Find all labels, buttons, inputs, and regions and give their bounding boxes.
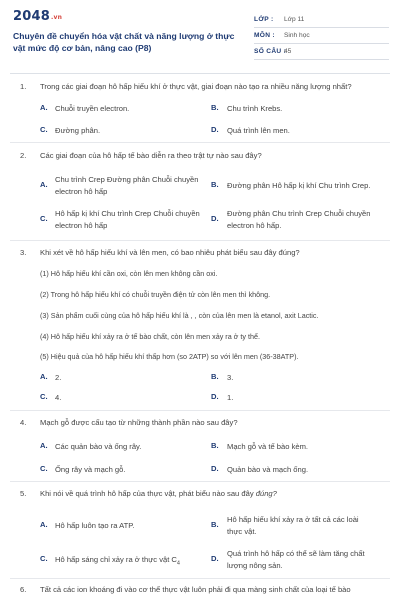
option-letter-a[interactable]: A. [40, 520, 48, 529]
question-separator [10, 578, 390, 579]
question-text [40, 489, 390, 499]
option-letter-b[interactable]: B. [211, 372, 219, 381]
option-text-a-line2[interactable]: electron hô hấp [55, 187, 108, 196]
option-text-c[interactable]: Đường phân. [55, 126, 101, 135]
option-text-c-line1[interactable]: Hô hấp kị khí Chu trình Crep Chuỗi chuyền [55, 209, 200, 218]
option-text-a-line1[interactable]: Chu trình Crep Đường phân Chuỗi chuyền [55, 175, 199, 184]
option-text-a[interactable]: Chuỗi truyền electron. [55, 104, 130, 113]
option-text-c[interactable]: 4. [55, 393, 62, 402]
question-number: 4. [20, 418, 27, 427]
option-letter-b[interactable]: B. [211, 520, 219, 529]
option-letter-b[interactable]: B. [211, 180, 219, 189]
question-text-part: Khi nói về quá trình hô hấp của thực vật, phát biểu nào sau đây [40, 489, 256, 498]
option-letter-d[interactable]: D. [211, 392, 219, 401]
meta-label-lop: LỚP : [254, 16, 274, 23]
option-text-d[interactable]: Quản bào và mạch ống. [227, 465, 309, 474]
site-logo[interactable] [13, 9, 62, 24]
option-text-d-line2[interactable]: lượng nông sản. [227, 561, 283, 570]
meta-value-lop: Lớp 11 [284, 16, 305, 23]
option-letter-b[interactable]: B. [211, 103, 219, 112]
option-letter-c[interactable]: C. [40, 554, 48, 563]
option-text-d[interactable]: Quá trình lên men. [227, 126, 290, 135]
option-text-a[interactable]: Hô hấp luôn tạo ra ATP. [55, 521, 135, 530]
option-text-d-line1[interactable]: Đường phân Chu trình Crep Chuỗi chuyền [227, 209, 371, 218]
question-number: 2. [20, 151, 27, 160]
option-text-c-line2[interactable]: electron hô hấp [55, 221, 108, 230]
option-letter-b[interactable]: B. [211, 441, 219, 450]
meta-row-mon [254, 28, 389, 44]
statement-5: (5) Hiệu quả của hô hấp hiếu khí thấp hơn (so 2ATP) so với lên men (36-38ATP). [40, 352, 299, 361]
statement-3: (3) Sản phẩm cuối cùng của hô hấp hiếu khí là , , còn của lên men là etanol, axit Lactic. [40, 311, 319, 320]
option-letter-c[interactable]: C. [40, 214, 48, 223]
option-text-d-line2[interactable]: electron hô hấp. [227, 221, 282, 230]
question-separator [10, 142, 390, 143]
option-text-b-line2[interactable]: thực vật. [227, 527, 257, 536]
option-text-a[interactable]: Các quản bào và ống rây. [55, 442, 142, 451]
option-letter-a[interactable]: A. [40, 180, 48, 189]
option-letter-c[interactable]: C. [40, 125, 48, 134]
question-text: Mạch gỗ được cấu tạo từ những thành phần nào sau đây? [40, 418, 238, 427]
header-divider [10, 73, 390, 74]
option-text-c[interactable] [55, 554, 180, 570]
option-letter-a[interactable]: A. [40, 372, 48, 381]
meta-label-mon: MÔN : [254, 32, 275, 39]
option-letter-a[interactable]: A. [40, 441, 48, 450]
option-letter-a[interactable]: A. [40, 103, 48, 112]
meta-row-lop [254, 12, 389, 28]
question-number: 6. [20, 585, 27, 594]
question-text: Các giai đoạn của hô hấp tế bào diễn ra theo trật tự nào sau đây? [40, 151, 262, 160]
option-text-c-main: Hô hấp sáng chỉ xảy ra ở thực vật C [55, 555, 177, 564]
option-letter-c[interactable]: C. [40, 464, 48, 473]
statement-2: (2) Trong hô hấp hiếu khí có chuỗi truyền điện tử còn lên men thì không. [40, 290, 271, 299]
question-separator [10, 410, 390, 411]
meta-value-mon: Sinh học [284, 32, 310, 39]
statement-4: (4) Hô hấp hiếu khí xảy ra ở tế bào chất, còn lên men xảy ra ở ty thể. [40, 332, 260, 341]
question-number: 1. [20, 82, 27, 91]
option-text-b-line1[interactable]: Hô hấp hiếu khí xảy ra ở tất cả các loài [227, 515, 359, 524]
option-text-b[interactable]: 3. [227, 373, 234, 382]
meta-label-socau: SỐ CÂU : [254, 48, 287, 55]
question-text: Khi xét về hô hấp hiếu khí và lên men, có bao nhiêu phát biểu sau đây đúng? [40, 248, 300, 257]
statement-1: (1) Hô hấp hiếu khí cần oxi, còn lên men không cần oxi. [40, 269, 218, 278]
question-separator [10, 240, 390, 241]
option-text-c[interactable]: Ống rây và mạch gỗ. [55, 465, 126, 474]
header [0, 0, 400, 70]
question-text: Trong các giai đoạn hô hấp hiếu khí ở thực vật, giai đoạn nào tạo ra nhiều năng lượng nhất? [40, 82, 352, 91]
option-letter-d[interactable]: D. [211, 214, 219, 223]
option-text-b[interactable]: Chu trình Krebs. [227, 104, 283, 113]
option-text-d[interactable]: 1. [227, 393, 234, 402]
option-text-c-subscript: 4 [176, 560, 180, 567]
meta-value-socau: 45 [284, 48, 292, 55]
question-number: 5. [20, 489, 27, 498]
question-separator [10, 481, 390, 482]
question-text: Tất cả các ion khoáng đi vào cơ thể thực vật luôn phải đi qua màng sinh chất của loại tế bào [40, 585, 351, 594]
logo-suffix: .vn [50, 14, 63, 21]
question-text-emphasis: đúng? [255, 489, 277, 498]
logo-main: 2048 [13, 9, 50, 24]
option-letter-d[interactable]: D. [211, 125, 219, 134]
option-letter-d[interactable]: D. [211, 554, 219, 563]
option-letter-c[interactable]: C. [40, 392, 48, 401]
option-letter-d[interactable]: D. [211, 464, 219, 473]
meta-row-socau [254, 44, 389, 60]
option-text-b[interactable]: Đường phân Hô hấp kị khí Chu trình Crep. [227, 181, 371, 190]
option-text-b[interactable]: Mạch gỗ và tế bào kèm. [227, 442, 309, 451]
option-text-d-line1[interactable]: Quá trình hô hấp có thể sẽ làm tăng chất [227, 549, 365, 558]
question-number: 3. [20, 248, 27, 257]
option-text-a[interactable]: 2. [55, 373, 62, 382]
page-title: Chuyên đề chuyển hóa vật chất và năng lượng ở thực vật mức độ cơ bản, nâng cao (P8) [13, 31, 235, 53]
